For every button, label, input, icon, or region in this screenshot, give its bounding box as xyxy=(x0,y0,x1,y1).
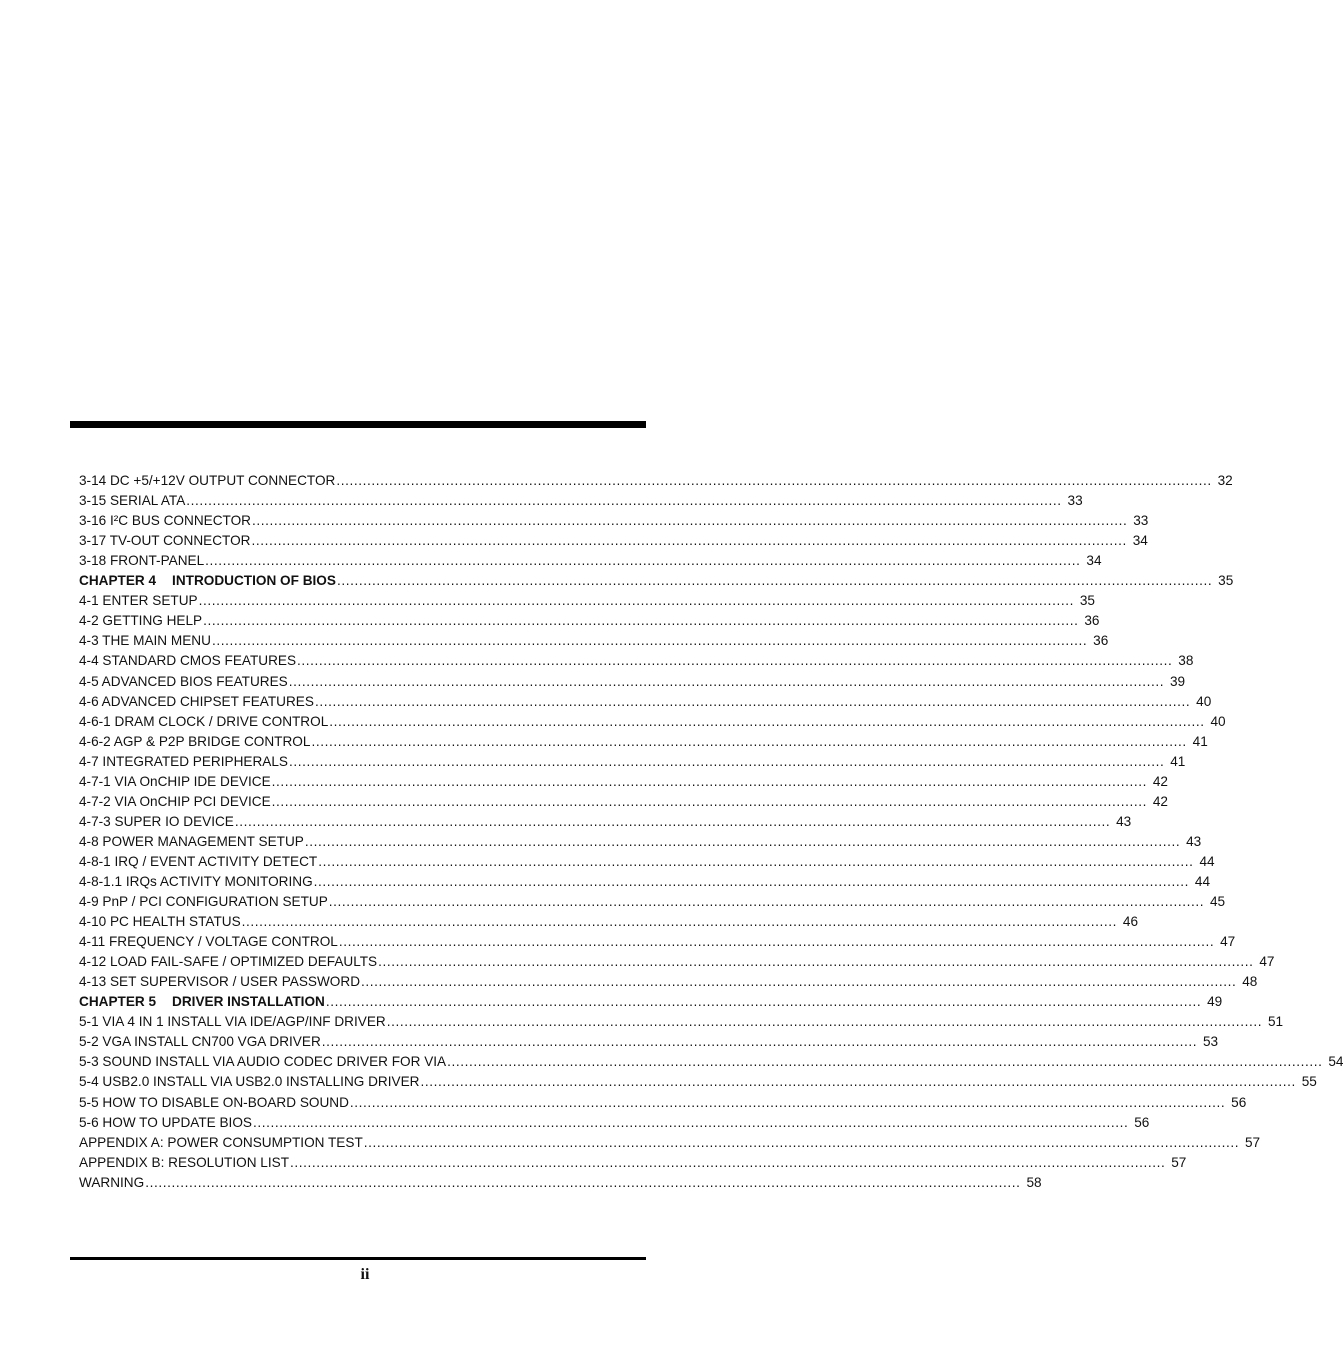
toc-entry[interactable] xyxy=(79,690,1212,710)
toc-entry-page: 49 xyxy=(1207,994,1223,1010)
toc-entry-title: 4-11 FREQUENCY / VOLTAGE CONTROL xyxy=(79,934,338,950)
toc-entry-page: 35 xyxy=(1218,573,1234,589)
toc-dot-leader: ........................................................................................................................................................................................................ xyxy=(252,1114,1129,1130)
toc-entry[interactable] xyxy=(79,850,1215,870)
toc-entry[interactable] xyxy=(79,990,1223,1010)
toc-entry[interactable] xyxy=(79,549,1102,569)
toc-entry-title: APPENDIX B: RESOLUTION LIST xyxy=(79,1154,289,1170)
toc-entry-page: 58 xyxy=(1026,1174,1042,1190)
toc-dot-leader: ........................................................................................................................................................................................................ xyxy=(363,1134,1240,1150)
toc-entry-title: 3-18 FRONT-PANEL xyxy=(79,553,205,569)
toc-entry-page: 33 xyxy=(1067,493,1083,509)
toc-entry[interactable] xyxy=(79,810,1132,830)
toc-entry-page: 33 xyxy=(1133,513,1149,529)
toc-dot-leader: ........................................................................................................................................................................................................ xyxy=(321,1034,1198,1050)
toc-dot-leader: ........................................................................................................................................................................................................ xyxy=(336,573,1213,589)
toc-dot-leader: ........................................................................................................................................................................................................ xyxy=(378,954,1254,970)
toc-dot-leader: ........................................................................................................................................................................................................ xyxy=(329,713,1205,729)
toc-entry-title: APPENDIX A: POWER CONSUMPTION TEST xyxy=(79,1134,363,1150)
toc-dot-leader: ........................................................................................................................................................................................................ xyxy=(198,593,1074,609)
toc-entry[interactable] xyxy=(79,770,1168,790)
toc-dot-leader: ........................................................................................................................................................................................................ xyxy=(241,914,1118,930)
toc-entry-title: 5-6 HOW TO UPDATE BIOS xyxy=(79,1114,252,1130)
toc-entry[interactable] xyxy=(79,1151,1187,1171)
toc-entry-page: 36 xyxy=(1093,633,1109,649)
toc-entry-title: 4-8-1.1 IRQs ACTIVITY MONITORING xyxy=(79,873,313,889)
toc-entry[interactable] xyxy=(79,1010,1284,1030)
toc-entry-title: WARNING xyxy=(79,1174,145,1190)
bottom-rule xyxy=(70,1257,646,1260)
toc-entry-page: 42 xyxy=(1152,773,1168,789)
toc-entry-page: 42 xyxy=(1152,793,1168,809)
toc-entry-page: 32 xyxy=(1217,473,1233,489)
toc-entry-title: 4-13 SET SUPERVISOR / USER PASSWORD xyxy=(79,974,361,990)
toc-dot-leader: ........................................................................................................................................................................................................ xyxy=(234,813,1111,829)
toc-entry-title: 5-3 SOUND INSTALL VIA AUDIO CODEC DRIVER FOR VIA xyxy=(79,1054,447,1070)
toc-entry[interactable] xyxy=(79,569,1234,589)
toc-dot-leader: ........................................................................................................................................................................................................ xyxy=(205,553,1081,569)
toc-entry-title: 3-16 I²C BUS CONNECTOR xyxy=(79,513,251,529)
toc-dot-leader: ........................................................................................................................................................................................................ xyxy=(336,473,1212,489)
toc-entry-title: 5-4 USB2.0 INSTALL VIA USB2.0 INSTALLING DRIVER xyxy=(79,1074,420,1090)
toc-entry-page: 34 xyxy=(1086,553,1102,569)
toc-entry-page: 47 xyxy=(1259,954,1275,970)
toc-entry-page: 57 xyxy=(1244,1134,1261,1150)
toc-entry-page: 46 xyxy=(1122,914,1139,930)
toc-entry-title: 4-12 LOAD FAIL-SAFE / OPTIMIZED DEFAULTS xyxy=(79,954,378,970)
toc-dot-leader: ........................................................................................................................................................................................................ xyxy=(304,833,1181,849)
toc-entry-page: 36 xyxy=(1084,613,1100,629)
toc-entry-title: 4-6-1 DRAM CLOCK / DRIVE CONTROL xyxy=(79,713,329,729)
toc-entry[interactable] xyxy=(79,710,1226,730)
toc-entry-page: 56 xyxy=(1231,1094,1247,1110)
toc-entry-title: 3-15 SERIAL ATA xyxy=(79,493,186,509)
toc-entry-page: 57 xyxy=(1171,1154,1187,1170)
top-rule xyxy=(70,421,646,428)
toc-entry[interactable] xyxy=(79,509,1149,529)
toc-entry-page: 41 xyxy=(1192,733,1208,749)
toc-entry-page: 47 xyxy=(1220,934,1236,950)
toc-entry-title: 5-5 HOW TO DISABLE ON-BOARD SOUND xyxy=(79,1094,349,1110)
toc-entry-page: 55 xyxy=(1301,1074,1317,1090)
toc-entry-title: 5-2 VGA INSTALL CN700 VGA DRIVER xyxy=(79,1034,321,1050)
toc-entry-title: 4-8-1 IRQ / EVENT ACTIVITY DETECT xyxy=(79,853,318,869)
toc-entry-page: 38 xyxy=(1178,653,1194,669)
toc-entry[interactable] xyxy=(79,730,1208,750)
toc-entry[interactable] xyxy=(79,669,1186,689)
toc-entry[interactable] xyxy=(79,1131,1261,1151)
toc-entry[interactable] xyxy=(79,1070,1317,1090)
toc-entry[interactable] xyxy=(79,1030,1219,1050)
toc-entry[interactable] xyxy=(79,830,1202,850)
toc-dot-leader: ........................................................................................................................................................................................................ xyxy=(386,1014,1263,1030)
toc-entry-page: 56 xyxy=(1134,1114,1150,1130)
toc-entry-title: 4-2 GETTING HELP xyxy=(79,613,203,629)
toc-entry[interactable] xyxy=(79,1171,1042,1191)
toc-dot-leader: ........................................................................................................................................................................................................ xyxy=(251,533,1127,549)
toc-entry-title: 4-9 PnP / PCI CONFIGURATION SETUP xyxy=(79,894,328,910)
toc-entry[interactable] xyxy=(79,910,1139,930)
toc-dot-leader: ........................................................................................................................................................................................................ xyxy=(314,693,1191,709)
toc-entry-page: 54 xyxy=(1328,1054,1343,1070)
toc-dot-leader: ........................................................................................................................................................................................................ xyxy=(203,613,1079,629)
toc-dot-leader: ........................................................................................................................................................................................................ xyxy=(318,853,1194,869)
toc-entry[interactable] xyxy=(79,489,1083,509)
toc-dot-leader: ........................................................................................................................................................................................................ xyxy=(186,493,1062,509)
toc-entry-page: 45 xyxy=(1210,894,1226,910)
toc-entry-page: 43 xyxy=(1186,833,1202,849)
toc-entry[interactable] xyxy=(79,629,1109,649)
toc-entry-page: 44 xyxy=(1199,853,1215,869)
toc-entry-page: 40 xyxy=(1210,713,1226,729)
toc-dot-leader: ........................................................................................................................................................................................................ xyxy=(338,934,1215,950)
toc-entry-title: 5-1 VIA 4 IN 1 INSTALL VIA IDE/AGP/INF DRIVER xyxy=(79,1014,386,1030)
toc-dot-leader: ........................................................................................................................................................................................................ xyxy=(361,974,1237,990)
toc-entry-title: 4-7 INTEGRATED PERIPHERALS xyxy=(79,753,288,769)
toc-entry-title: 3-17 TV-OUT CONNECTOR xyxy=(79,533,251,549)
toc-dot-leader: ........................................................................................................................................................................................................ xyxy=(349,1094,1226,1110)
toc-entry-title: 4-7-1 VIA OnCHIP IDE DEVICE xyxy=(79,773,271,789)
toc-entry-page: 43 xyxy=(1116,813,1132,829)
toc-dot-leader: ........................................................................................................................................................................................................ xyxy=(145,1174,1021,1190)
toc-entry-page: 34 xyxy=(1132,533,1148,549)
table-of-contents xyxy=(79,469,1343,1191)
toc-entry-title: 4-4 STANDARD CMOS FEATURES xyxy=(79,653,297,669)
toc-entry-title: 4-6 ADVANCED CHIPSET FEATURES xyxy=(79,693,314,709)
toc-entry[interactable] xyxy=(79,1111,1150,1131)
toc-entry[interactable] xyxy=(79,589,1095,609)
toc-entry[interactable] xyxy=(79,750,1186,770)
toc-entry-page: 41 xyxy=(1170,753,1186,769)
toc-entry-page: 44 xyxy=(1194,873,1211,889)
toc-dot-leader: ........................................................................................................................................................................................................ xyxy=(288,673,1165,689)
toc-dot-leader: ........................................................................................................................................................................................................ xyxy=(313,873,1190,889)
toc-entry[interactable] xyxy=(79,609,1100,629)
toc-entry-title: CHAPTER 5 DRIVER INSTALLATION xyxy=(79,994,325,1010)
toc-entry-page: 48 xyxy=(1242,974,1258,990)
toc-entry-page: 40 xyxy=(1196,693,1212,709)
toc-dot-leader: ........................................................................................................................................................................................................ xyxy=(271,773,1147,789)
toc-entry[interactable] xyxy=(79,950,1275,970)
page-number: ii xyxy=(360,1266,370,1283)
toc-entry-title: 4-6-2 AGP & P2P BRIDGE CONTROL xyxy=(79,733,311,749)
toc-dot-leader: ........................................................................................................................................................................................................ xyxy=(271,793,1147,809)
toc-dot-leader: ........................................................................................................................................................................................................ xyxy=(251,513,1128,529)
toc-dot-leader: ........................................................................................................................................................................................................ xyxy=(289,753,1165,769)
toc-dot-leader: ........................................................................................................................................................................................................ xyxy=(328,894,1205,910)
toc-dot-leader: ........................................................................................................................................................................................................ xyxy=(211,633,1088,649)
toc-entry-title: 4-7-2 VIA OnCHIP PCI DEVICE xyxy=(79,793,271,809)
toc-entry-title: 3-14 DC +5/+12V OUTPUT CONNECTOR xyxy=(79,473,336,489)
toc-entry[interactable] xyxy=(79,529,1148,549)
toc-entry[interactable] xyxy=(79,870,1211,890)
toc-entry-page: 39 xyxy=(1169,673,1186,689)
toc-entry-page: 35 xyxy=(1079,593,1095,609)
toc-entry-title: 4-7-3 SUPER IO DEVICE xyxy=(79,813,234,829)
toc-entry[interactable] xyxy=(79,649,1194,669)
toc-entry[interactable] xyxy=(79,1050,1343,1070)
toc-entry[interactable] xyxy=(79,790,1168,810)
toc-entry-title: 4-3 THE MAIN MENU xyxy=(79,633,211,649)
toc-entry[interactable] xyxy=(79,930,1236,950)
toc-entry-title: CHAPTER 4 INTRODUCTION OF BIOS xyxy=(79,573,336,589)
toc-entry-title: 4-5 ADVANCED BIOS FEATURES xyxy=(79,673,288,689)
toc-entry[interactable] xyxy=(79,1090,1247,1110)
toc-entry-title: 4-10 PC HEALTH STATUS xyxy=(79,914,241,930)
toc-entry-title: 4-8 POWER MANAGEMENT SETUP xyxy=(79,833,304,849)
toc-dot-leader: ........................................................................................................................................................................................................ xyxy=(325,994,1202,1010)
toc-entry[interactable] xyxy=(79,469,1233,489)
toc-entry-page: 51 xyxy=(1267,1014,1284,1030)
toc-dot-leader: ........................................................................................................................................................................................................ xyxy=(447,1054,1323,1070)
toc-dot-leader: ........................................................................................................................................................................................................ xyxy=(420,1074,1296,1090)
toc-dot-leader: ........................................................................................................................................................................................................ xyxy=(297,653,1173,669)
toc-entry[interactable] xyxy=(79,890,1226,910)
toc-entry[interactable] xyxy=(79,970,1258,990)
toc-entry-page: 53 xyxy=(1203,1034,1219,1050)
toc-dot-leader: ........................................................................................................................................................................................................ xyxy=(311,733,1187,749)
toc-dot-leader: ........................................................................................................................................................................................................ xyxy=(290,1154,1166,1170)
toc-entry-title: 4-1 ENTER SETUP xyxy=(79,593,198,609)
